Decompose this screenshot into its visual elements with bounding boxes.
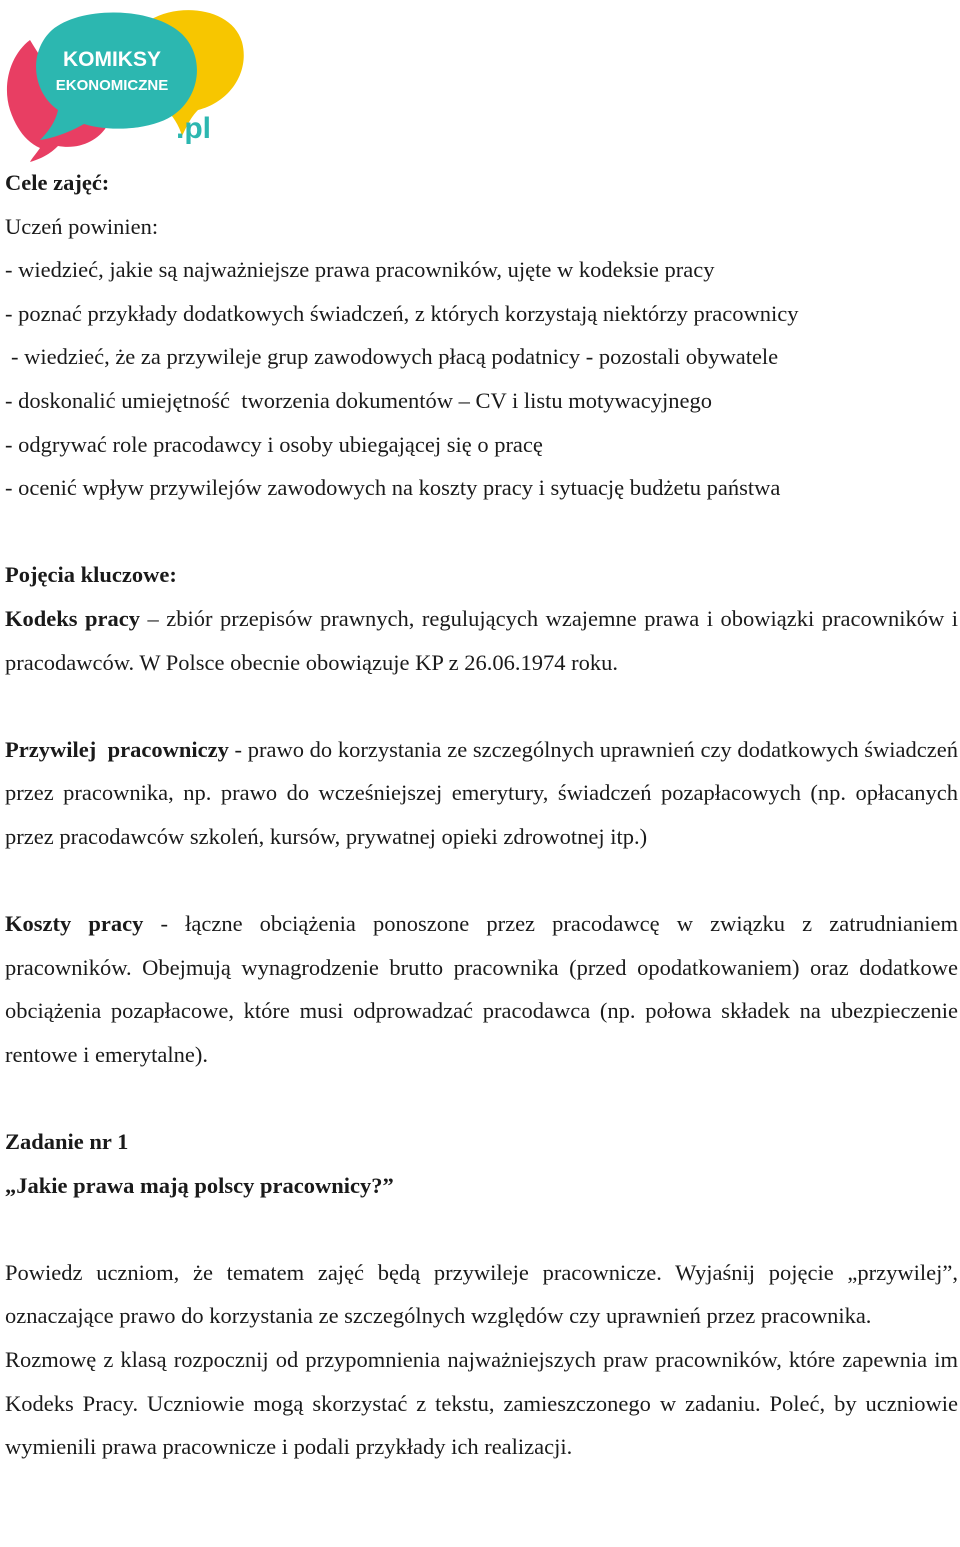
task1-paragraph-2: Rozmowę z klasą rozpocznij od przypomnienia najważniejszych praw pracowników, które zapewnia im Kodeks Pracy. Uczniowie mogą skorzystać z tekstu, zamieszczonego w zadaniu. Poleć, by uczniowie wymienili prawa pracownicze i podali przykłady ich realizacji.	[5, 1347, 958, 1460]
goal-item: - poznać przykłady dodatkowych świadczeń, z których korzystają niektórzy pracownicy	[5, 300, 799, 326]
speech-bubbles-logo-icon	[0, 0, 250, 165]
logo-suffix: .pl	[176, 112, 211, 145]
komiksy-ekonomiczne-logo	[0, 0, 250, 165]
task1-title: „Jakie prawa mają polscy pracownicy?”	[5, 1172, 394, 1198]
logo-line1: KOMIKSY	[62, 48, 162, 71]
spacer	[5, 1076, 958, 1120]
concept-kodeks-pracy	[5, 597, 958, 684]
goal-item: - doskonalić umiejętność tworzenia dokumentów – CV i listu motywacyjnego	[5, 387, 712, 413]
goal-item: - ocenić wpływ przywilejów zawodowych na koszty pracy i sytuację budżetu państwa	[5, 475, 781, 501]
przywilej-term: Przywilej pracowniczy	[5, 736, 229, 762]
spacer	[5, 1207, 958, 1251]
task1-section	[5, 1120, 958, 1469]
spacer	[5, 859, 958, 903]
concept-przywilej	[5, 728, 958, 859]
goal-item: - wiedzieć, jakie są najważniejsze prawa pracowników, ujęte w kodeksie pracy	[5, 257, 715, 283]
concepts-heading: Pojęcia kluczowe:	[5, 562, 177, 588]
goals-intro: Uczeń powinien:	[5, 213, 159, 239]
concepts-section	[5, 553, 958, 1076]
document-body	[5, 161, 958, 1469]
przywilej-definition: - prawo do korzystania ze szczególnych uprawnień czy dodatkowych świadczeń przez pracownika, np. prawo do wcześniejszej emerytury, świadczeń pozapłacowych (np. opłacanych przez pracodawców szkoleń, kursów, prywatnej opieki zdrowotnej itp.)	[5, 736, 959, 849]
kodeks-term: Kodeks pracy	[5, 605, 141, 631]
koszty-term: Koszty pracy	[5, 911, 144, 937]
task1-paragraph-1: Powiedz uczniom, że tematem zajęć będą przywileje pracownicze. Wyjaśnij pojęcie „przywilej”, oznaczające prawo do korzystania ze szczególnych względów czy uprawnień przez pracownika.	[5, 1259, 958, 1329]
goals-heading: Cele zajęć:	[5, 170, 110, 195]
kodeks-definition: – zbiór przepisów prawnych, regulujących wzajemne prawa i obowiązki pracowników i pracodawców. W Polsce obecnie obowiązuje KP z 26.06.1974 roku.	[5, 605, 958, 675]
logo-line2: EKONOMICZNE	[55, 77, 169, 94]
task1-heading: Zadanie nr 1	[5, 1129, 129, 1155]
goals-section	[5, 161, 958, 510]
koszty-definition: - łączne obciążenia ponoszone przez pracodawcę w związku z zatrudnianiem pracowników. Obejmują wynagrodzenie brutto pracownika (przed opodatkowaniem) oraz dodatkowe obciążenia pozapłacowe, które musi odprowadzać pracodawca (np. połowa składek na ubezpieczenie rentowe i emerytalne).	[5, 911, 958, 1067]
concept-koszty-pracy	[5, 902, 958, 1076]
spacer	[5, 510, 958, 554]
goal-item: - odgrywać role pracodawcy i osoby ubiegającej się o pracę	[5, 431, 543, 457]
goal-item: - wiedzieć, że za przywileje grup zawodowych płacą podatnicy - pozostali obywatele	[11, 344, 779, 370]
spacer	[5, 684, 958, 728]
